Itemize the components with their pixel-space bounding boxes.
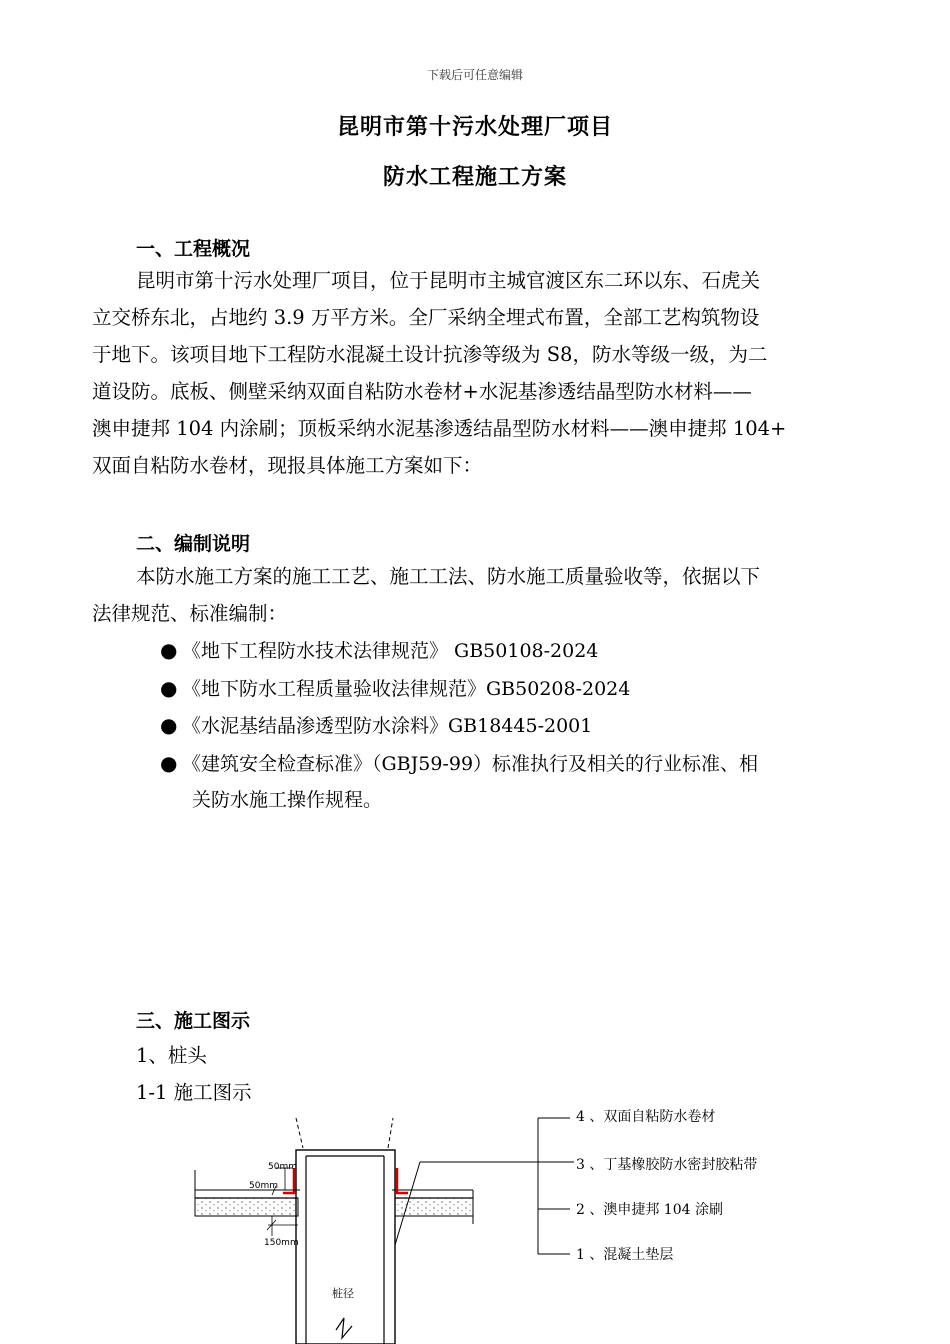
bullet-icon: ● xyxy=(160,713,178,737)
pile-diameter-label: 桩径 xyxy=(332,1287,354,1300)
document-subtitle: 防水工程施工方案 xyxy=(382,165,567,190)
paragraph-line: 本防水施工方案的施工工艺、施工工法、防水施工质量验收等，依据以下 xyxy=(136,565,761,588)
paragraph-line: 立交桥东北，占地约 3.9 万平方米。全厂采纳全埋式布置，全部工艺构筑物设 xyxy=(92,306,760,329)
left-concrete-slab xyxy=(195,1198,298,1216)
paragraph-line: 道设防。底板、侧壁采纳双面自粘防水卷材+水泥基渗透结晶型防水材料—— xyxy=(92,380,752,403)
legend-item-1: 1 、混凝土垫层 xyxy=(576,1247,674,1263)
legend-item-3: 3 、丁基橡胶防水密封胶粘带 xyxy=(576,1157,758,1173)
dimension-50-top: 50mm xyxy=(268,1162,297,1172)
list-item: ● 《建筑安全检查标准》（GBJ59-99）标准执行及相关的行业标准、相 xyxy=(160,745,860,783)
header-note: 下载后可任意编辑 xyxy=(426,68,523,82)
dimension-50-side: 50mm xyxy=(249,1181,278,1191)
bullet-icon: ● xyxy=(160,638,178,662)
pile-body xyxy=(296,1150,395,1344)
list-item: ● 《地下防水工程质量验收法律规范》GB50208-2024 xyxy=(160,670,860,708)
section1-heading: 一、工程概况 xyxy=(136,238,251,260)
paragraph-line: 于地下。该项目地下工程防水混凝土设计抗渗等级为 S8，防水等级一级，为二 xyxy=(92,343,768,366)
paragraph-line: 昆明市第十污水处理厂项目，位于昆明市主城官渡区东二环以东、石虎关 xyxy=(136,269,761,292)
paragraph-line: 双面自粘防水卷材，现报具体施工方案如下： xyxy=(92,454,483,477)
dimension-150: 150mm xyxy=(264,1238,299,1248)
right-membrane xyxy=(397,1168,408,1193)
bullet-icon: ● xyxy=(160,750,178,775)
subheading-figure: 1-1 施工图示 xyxy=(136,1081,252,1104)
list-item-continuation: 关防水施工操作规程。 xyxy=(192,789,383,811)
legend-item-2: 2 、澳申捷邦 104 涂刷 xyxy=(576,1202,723,1218)
list-item: ● 《地下工程防水技术法律规范》 GB50108-2024 xyxy=(160,632,860,670)
bullet-icon: ● xyxy=(160,675,178,700)
section3-heading: 三、施工图示 xyxy=(136,1010,251,1032)
subheading-pile-head: 1、桩头 xyxy=(136,1044,207,1067)
section2-heading: 二、编制说明 xyxy=(136,533,251,555)
legend-item-4: 4 、双面自粘防水卷材 xyxy=(576,1109,716,1125)
paragraph-line: 澳申捷邦 104 内涂刷；顶板采纳水泥基渗透结晶型防水材料——澳申捷邦 104+ xyxy=(92,417,787,440)
list-item: ● 《水泥基结晶渗透型防水涂料》GB18445-2001 xyxy=(160,707,860,745)
document-title: 昆明市第十污水处理厂项目 xyxy=(336,115,613,140)
paragraph-line: 法律规范、标准编制： xyxy=(92,602,288,625)
